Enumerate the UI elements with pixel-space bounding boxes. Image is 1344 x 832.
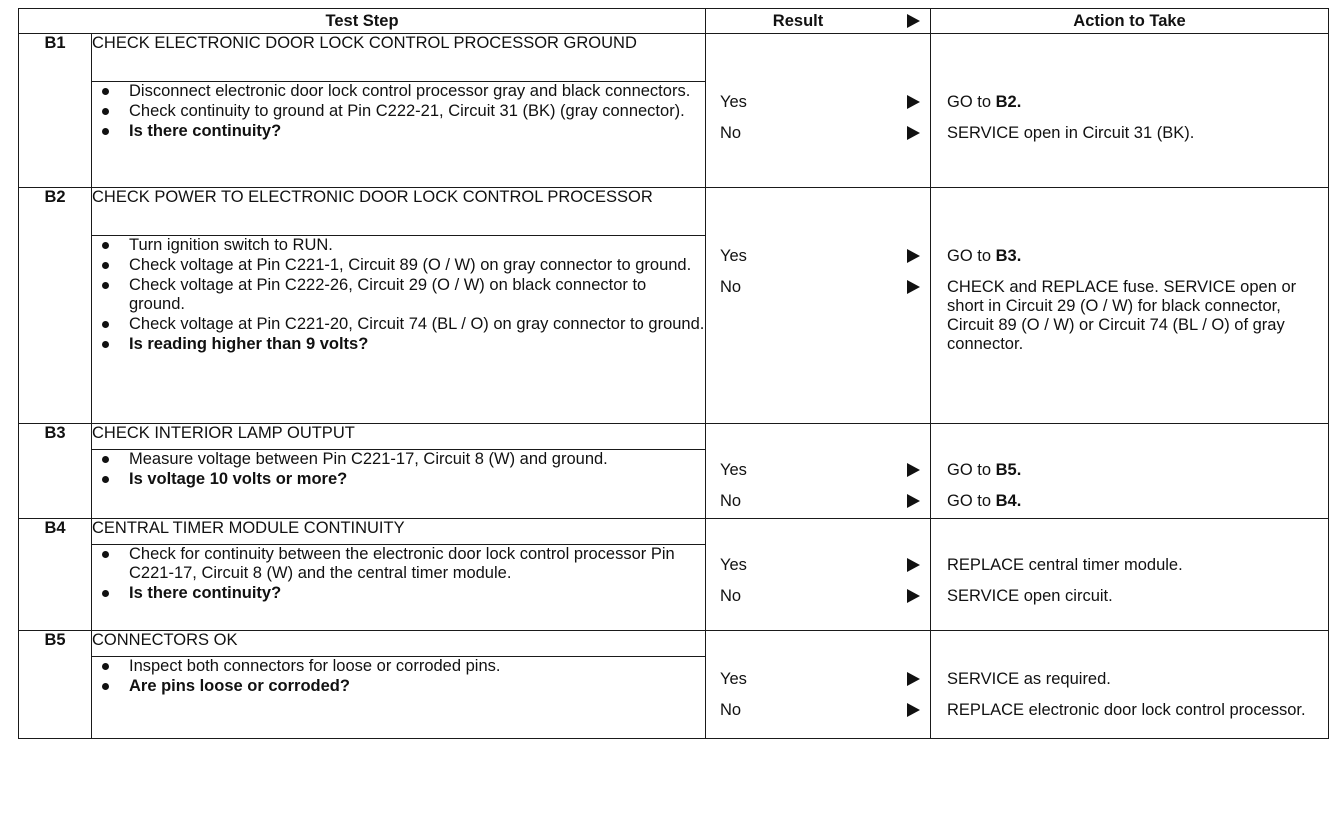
result-label: No: [720, 278, 742, 296]
step-question: Is there continuity?: [92, 122, 705, 141]
action-text: SERVICE as required.: [947, 670, 1111, 688]
instruction-item: Disconnect electronic door lock control processor gray and black connectors.: [92, 82, 705, 101]
step-title: CENTRAL TIMER MODULE CONTINUITY: [92, 519, 706, 545]
result-item: [706, 670, 930, 701]
step-actions: [931, 424, 1329, 519]
arrow-right-icon: [907, 494, 920, 508]
step-id: B4: [19, 519, 92, 631]
action-item: [931, 247, 1328, 278]
step-question: Is there continuity?: [92, 584, 705, 603]
result-item: [706, 278, 930, 297]
step-actions: [931, 631, 1329, 739]
action-text: CHECK and REPLACE fuse. SERVICE open or short in Circuit 29 (O / W) for black connector, Circuit 89 (O / W) or Circuit 74 (BL / O) of gray connector.: [947, 278, 1297, 353]
result-item: [706, 492, 930, 511]
instruction-list: [92, 657, 705, 696]
instruction-list: [92, 450, 705, 489]
action-tail: .: [1016, 93, 1022, 111]
instruction-item: Inspect both connectors for loose or corroded pins.: [92, 657, 705, 676]
result-item: [706, 93, 930, 124]
step-question: Is reading higher than 9 volts?: [92, 335, 705, 354]
step-id: B3: [19, 424, 92, 519]
instruction-list: [92, 82, 705, 141]
action-text: REPLACE central timer module.: [947, 556, 1183, 574]
arrow-right-icon: [907, 703, 920, 717]
step-title: CHECK INTERIOR LAMP OUTPUT: [92, 424, 706, 450]
step-instructions: [92, 450, 706, 519]
step-title-row: [19, 34, 1329, 82]
step-id: B2: [19, 188, 92, 424]
action-item: [931, 701, 1328, 720]
action-text: SERVICE open in Circuit 31 (BK).: [947, 124, 1195, 142]
step-results: [706, 34, 931, 188]
action-item: [931, 461, 1328, 492]
result-label: No: [720, 492, 742, 510]
instruction-item: Check voltage at Pin C222-26, Circuit 29 (O / W) on black connector to ground.: [92, 276, 705, 314]
header-test-step: Test Step: [19, 9, 706, 34]
result-label: Yes: [720, 247, 747, 265]
action-text: GO to: [947, 492, 996, 510]
step-title-row: [19, 631, 1329, 657]
action-text: REPLACE electronic door lock control processor.: [947, 701, 1306, 719]
step-reference: B3: [995, 247, 1017, 265]
instruction-item: Turn ignition switch to RUN.: [92, 236, 705, 255]
step-results: [706, 631, 931, 739]
arrow-right-icon: [907, 589, 920, 603]
table-header-row: [19, 9, 1329, 34]
step-title: CHECK POWER TO ELECTRONIC DOOR LOCK CONTROL PROCESSOR: [92, 188, 706, 236]
arrow-right-icon: [907, 280, 920, 294]
diagnostic-test-table: [18, 8, 1329, 739]
instruction-item: Check for continuity between the electronic door lock control processor Pin C221-17, Circuit 8 (W) and the central timer module.: [92, 545, 705, 583]
instruction-item: Measure voltage between Pin C221-17, Circuit 8 (W) and ground.: [92, 450, 705, 469]
arrow-right-icon: [907, 126, 920, 140]
arrow-right-icon: [907, 249, 920, 263]
action-item: [931, 670, 1328, 701]
result-label: Yes: [720, 670, 747, 688]
step-id: B1: [19, 34, 92, 188]
step-instructions: [92, 657, 706, 739]
action-tail: .: [1016, 461, 1022, 479]
result-item: [706, 587, 930, 606]
step-results: [706, 188, 931, 424]
arrow-right-icon: [907, 14, 920, 28]
step-id: B5: [19, 631, 92, 739]
result-label: Yes: [720, 93, 747, 111]
arrow-right-icon: [907, 672, 920, 686]
arrow-right-icon: [907, 558, 920, 572]
step-reference: B4: [995, 492, 1017, 510]
action-text: SERVICE open circuit.: [947, 587, 1113, 605]
action-item: [931, 278, 1328, 354]
action-tail: .: [1016, 492, 1022, 510]
step-question: Is voltage 10 volts or more?: [92, 470, 705, 489]
action-text: GO to: [947, 93, 996, 111]
instruction-list: [92, 545, 705, 603]
result-label: No: [720, 701, 742, 719]
instruction-item: Check continuity to ground at Pin C222-21, Circuit 31 (BK) (gray connector).: [92, 102, 705, 121]
result-item: [706, 124, 930, 143]
action-item: [931, 556, 1328, 587]
step-title-row: [19, 424, 1329, 450]
step-actions: [931, 188, 1329, 424]
instruction-item: Check voltage at Pin C221-1, Circuit 89 (O / W) on gray connector to ground.: [92, 256, 705, 275]
result-item: [706, 556, 930, 587]
action-item: [931, 124, 1328, 143]
step-instructions: [92, 545, 706, 631]
step-title: CONNECTORS OK: [92, 631, 706, 657]
step-results: [706, 519, 931, 631]
step-title: CHECK ELECTRONIC DOOR LOCK CONTROL PROCESSOR GROUND: [92, 34, 706, 82]
result-label: Yes: [720, 556, 747, 574]
result-item: [706, 247, 930, 278]
step-title-row: [19, 519, 1329, 545]
result-label: No: [720, 587, 742, 605]
action-text: GO to: [947, 247, 996, 265]
action-tail: .: [1016, 247, 1022, 265]
step-title-row: [19, 188, 1329, 236]
arrow-right-icon: [907, 95, 920, 109]
result-label: No: [720, 124, 742, 142]
header-result-label: Result: [772, 11, 824, 30]
step-actions: [931, 34, 1329, 188]
arrow-right-icon: [907, 463, 920, 477]
step-instructions: [92, 82, 706, 188]
result-item: [706, 701, 930, 720]
step-reference: B2: [995, 93, 1017, 111]
step-reference: B5: [995, 461, 1017, 479]
instruction-item: Check voltage at Pin C221-20, Circuit 74 (BL / O) on gray connector to ground.: [92, 315, 705, 334]
step-actions: [931, 519, 1329, 631]
result-label: Yes: [720, 461, 747, 479]
result-item: [706, 461, 930, 492]
step-instructions: [92, 236, 706, 424]
instruction-list: [92, 236, 705, 354]
action-item: [931, 492, 1328, 511]
step-question: Are pins loose or corroded?: [92, 677, 705, 696]
step-results: [706, 424, 931, 519]
action-item: [931, 93, 1328, 124]
action-text: GO to: [947, 461, 996, 479]
action-item: [931, 587, 1328, 606]
table-body: [19, 34, 1329, 739]
header-action: Action to Take: [931, 9, 1329, 34]
header-result: [706, 9, 931, 34]
